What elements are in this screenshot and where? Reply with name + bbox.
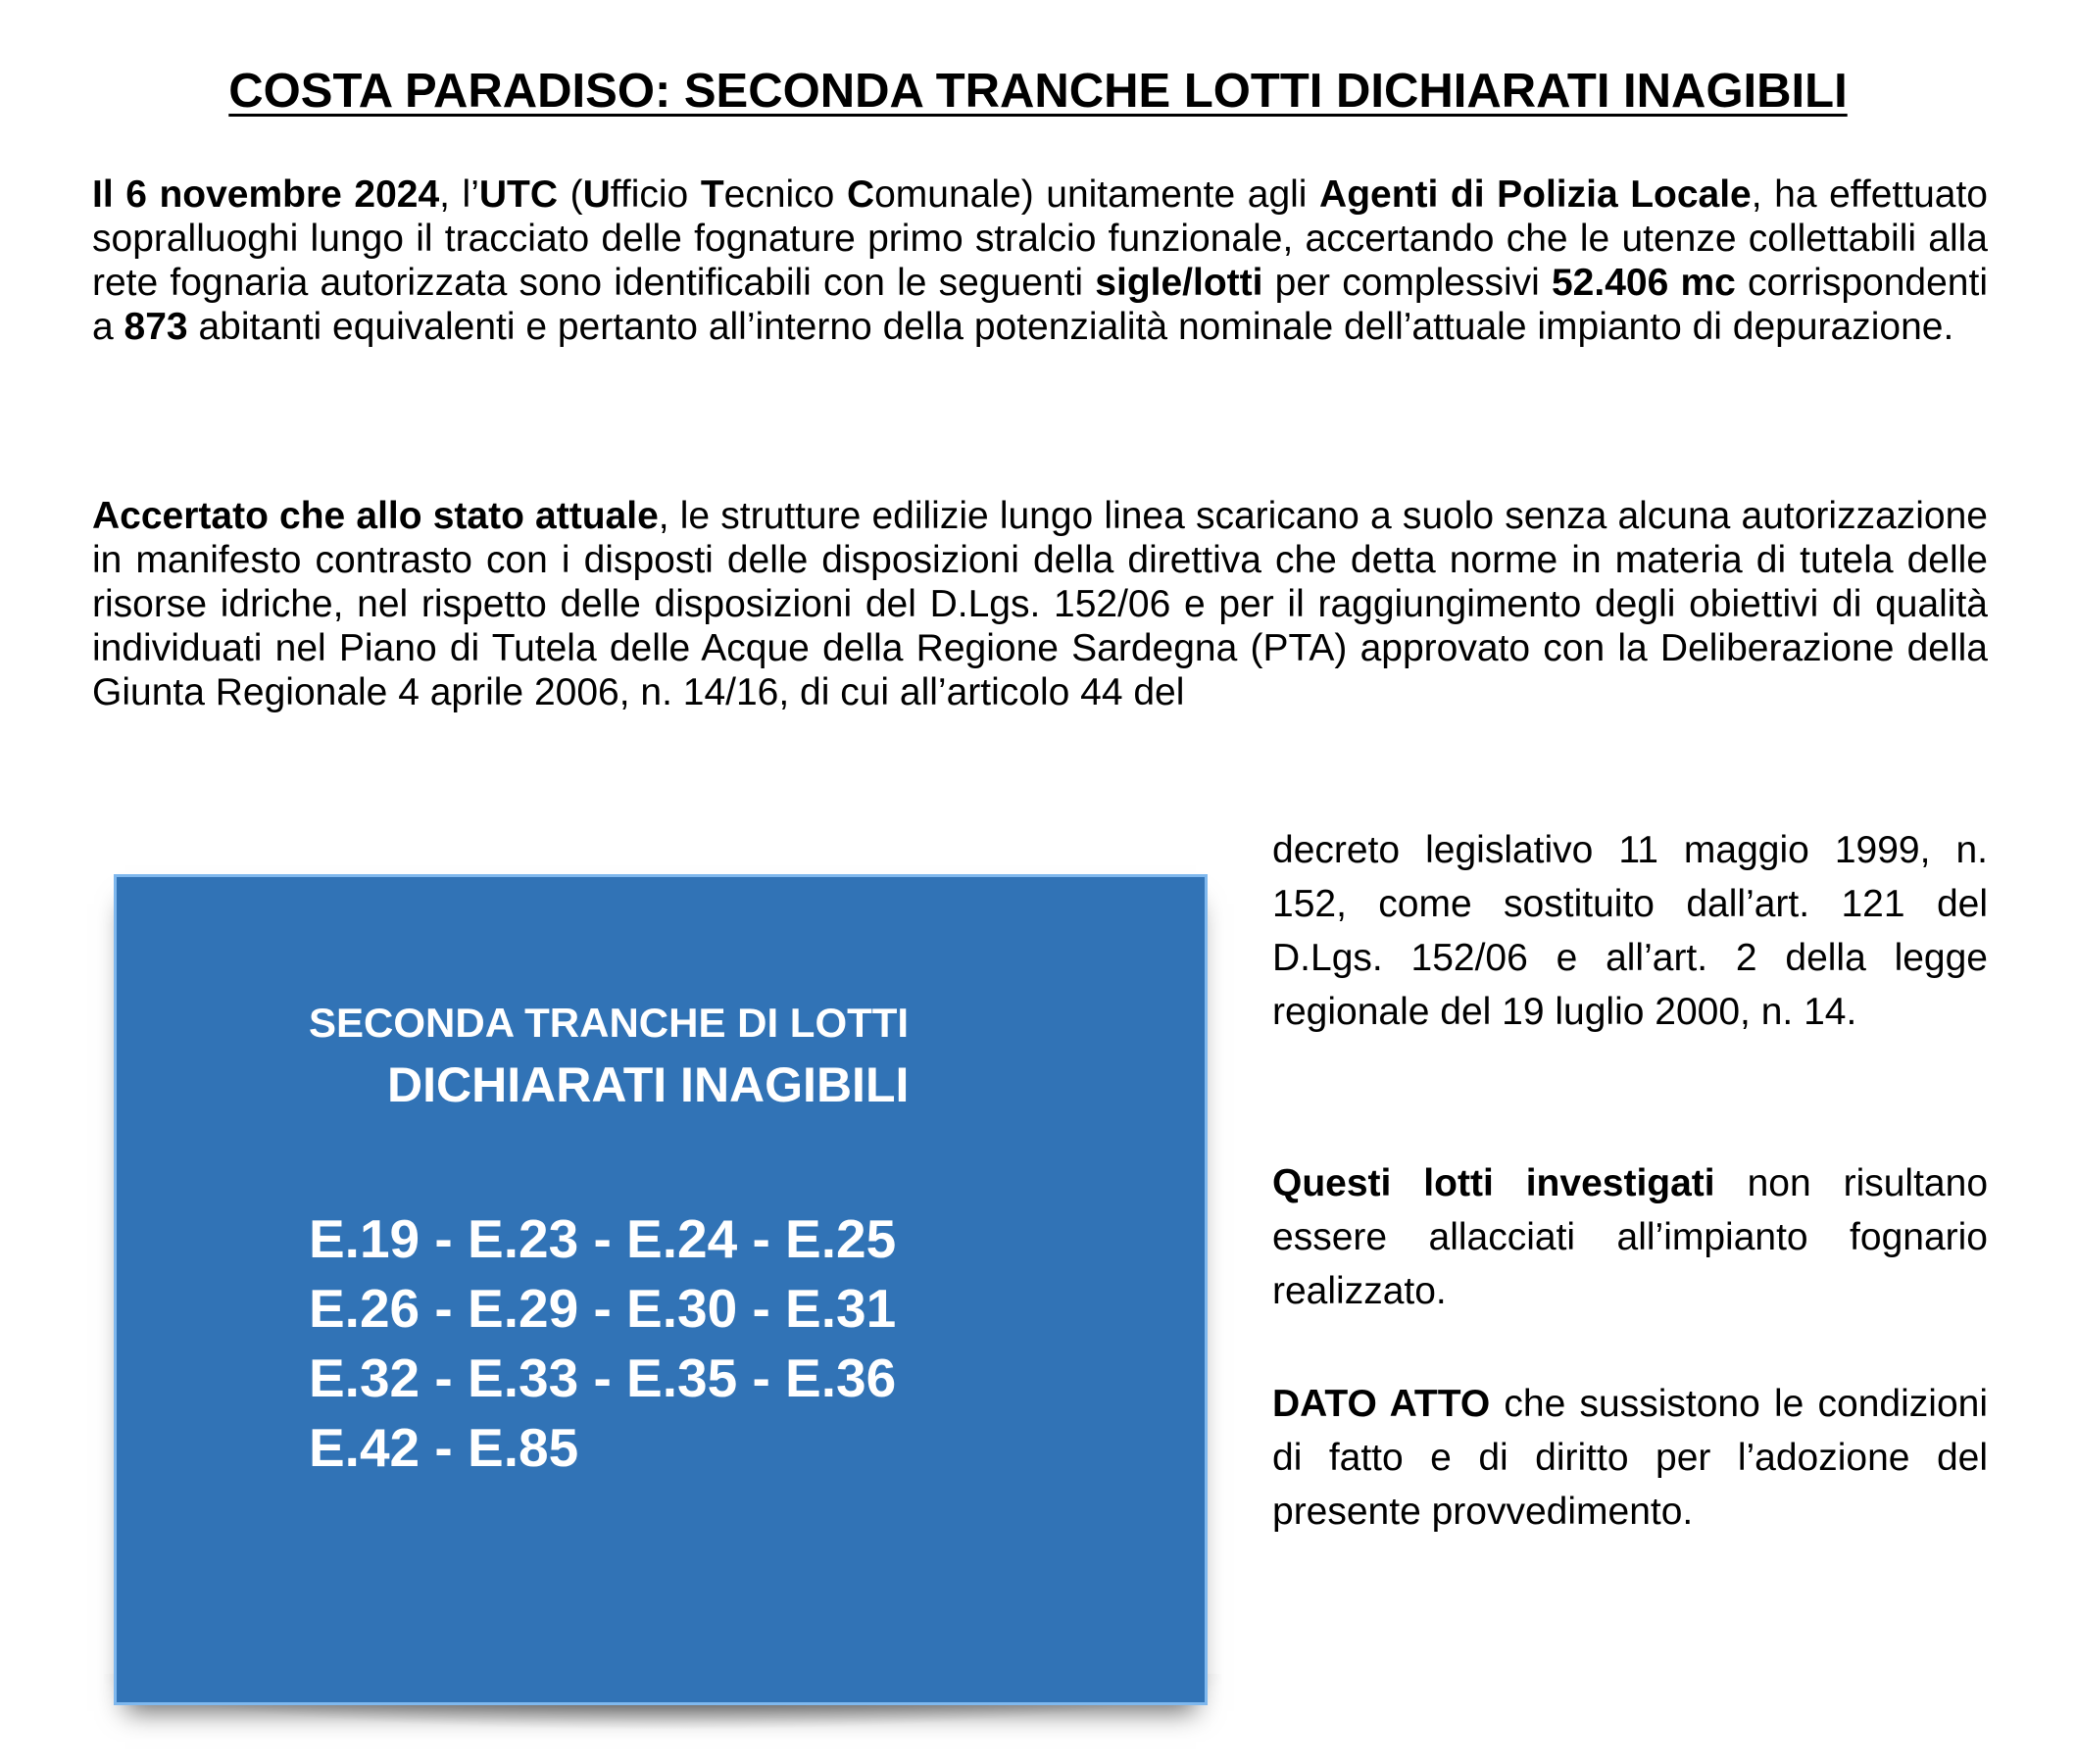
utc-abbr: UTC [478, 173, 559, 216]
lot-row: E.19 - E.23 - E.24 - E.25 [309, 1208, 897, 1269]
text-span: fficio [610, 173, 701, 216]
agenti-text: Agenti di Polizia Locale [1319, 173, 1752, 216]
initial-t: T [700, 173, 724, 216]
lot-row: E.42 - E.85 [309, 1417, 579, 1478]
text-span: abitanti equivalenti e pertanto all’interno della potenzialità nominale dell’attuale impianto di depurazione. [187, 306, 1954, 348]
date-text: Il 6 novembre 2024 [92, 173, 440, 216]
lotti-body: non risultano essere allacciati all’impianto fognario realizzato. [1272, 1162, 1989, 1312]
dato-atto-body: che sussistono le condizioni di fatto e di diritto per l’adozione del presente provvedimento. [1272, 1383, 1988, 1533]
box-heading-line2: DICHIARATI INAGIBILI [387, 1057, 910, 1112]
accertato-body: , le strutture edilizie lungo linea scaricano a suolo senza alcuna autorizzazione in manifesto contrasto con i disposti delle disposizioni della direttiva che detta norme in materia di tutela delle risorse idriche, nel rispetto delle disposizioni del D.Lgs. 152/06 e per il raggiungimento degli obiettivi di qualità individuati nel Piano di Tutela delle Acque della Regione Sardegna (PTA) approvato con la Deliberazione della Giunta Regionale 4 aprile 2006, n. 14/16, di cui all’articolo 44 del [92, 495, 1988, 713]
accertato-continuation: decreto legislativo 11 maggio 1999, n. 152, come sostituito dall’art. 121 del D.Lgs. 152/06 e all’art. 2 della legge regionale del 19 luglio 2000, n. 14. [1272, 829, 1988, 1033]
text-span: ecnico [723, 173, 847, 216]
dato-atto-paragraph [1272, 1377, 1988, 1539]
lot-row: E.26 - E.29 - E.30 - E.31 [309, 1278, 897, 1339]
accertato-paragraph [92, 494, 1988, 714]
lot-list [309, 1204, 896, 1483]
dato-atto-lead: DATO ATTO [1272, 1383, 1491, 1425]
abitanti-text: 873 [124, 306, 188, 348]
lotti-lead: Questi lotti investigati [1272, 1162, 1715, 1204]
text-span: , l’ [439, 173, 479, 216]
text-span: , ha effettuato sopralluoghi lungo il tracciato delle fognature primo stralcio funzionale, accertando che le utenze collettabili alla rete fognaria autorizzata sono identificabili con le seguenti [92, 173, 1988, 304]
text-span: per complessivi [1262, 262, 1552, 304]
lotti-paragraph [1272, 1156, 1988, 1318]
text-span: ( [558, 173, 583, 216]
initial-c: C [846, 173, 875, 216]
volume-text: 52.406 mc [1551, 262, 1736, 304]
intro-paragraph [92, 172, 1988, 349]
sigle-text: sigle/lotti [1095, 262, 1263, 304]
box-heading-line1: SECONDA TRANCHE DI LOTTI [309, 1000, 910, 1046]
lot-row: E.32 - E.33 - E.35 - E.36 [309, 1348, 897, 1408]
text-span: omunale) unitamente agli [874, 173, 1320, 216]
notice-box [114, 874, 1208, 1705]
initial-u: U [582, 173, 611, 216]
page-title: COSTA PARADISO: SECONDA TRANCHE LOTTI DICHIARATI INAGIBILI [228, 65, 1848, 118]
accertato-lead: Accertato che allo stato attuale [92, 495, 659, 537]
text-span: corrispondenti a [92, 262, 1988, 348]
